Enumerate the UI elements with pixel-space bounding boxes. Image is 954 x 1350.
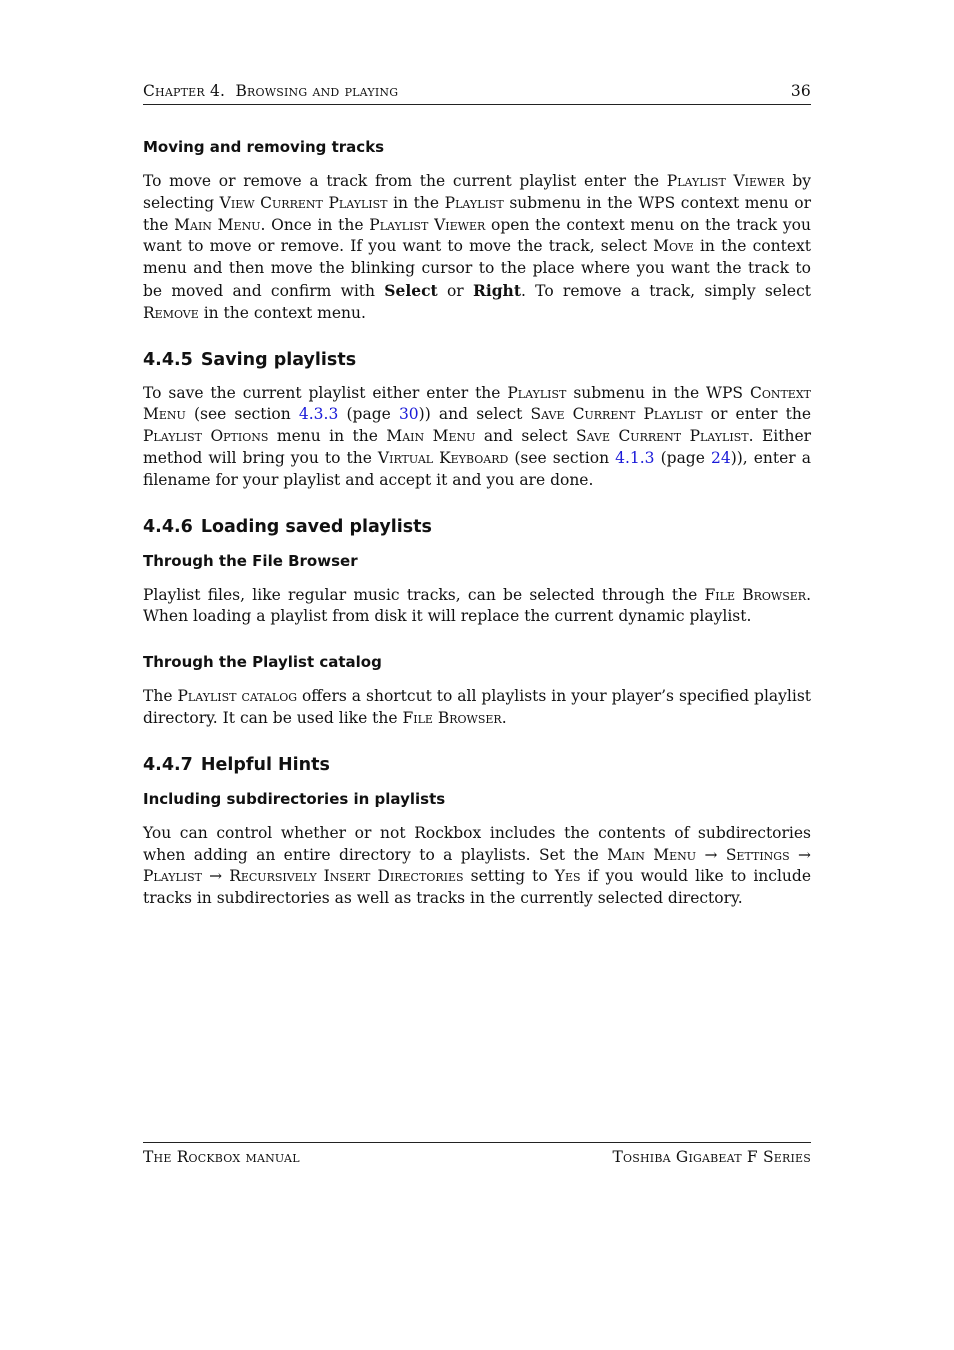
- section-heading-saving-playlists: 4.4.5 Saving playlists: [143, 349, 357, 370]
- link-section-4-1-3[interactable]: 4.1.3: [615, 448, 655, 467]
- document-page: [143, 0, 811, 1350]
- paragraph-moving-tracks: To move or remove a track from the current playlist enter the Playlist Viewer by selecting View Current Playlist in the Playlist submenu in the WPS context menu or the Main Menu. Once in the Playlist Viewer open the context menu on the track you want to move or remove. If you want to move the track, select Move in the context menu and then move the blinking cursor to the place where you want the track to be moved and confirm with Select or Right. To remove a track, simply select Remove in the context menu.: [143, 172, 812, 322]
- header-chapter: Chapter 4. Browsing and playing: [143, 82, 399, 100]
- footer-manual-title: The Rockbox manual: [143, 1148, 300, 1166]
- menu-ref-playlist-viewer: Playlist Viewer: [666, 172, 785, 190]
- button-ref-select: Select: [384, 280, 438, 300]
- running-footer: [143, 1142, 811, 1166]
- button-ref-right: Right: [472, 280, 521, 300]
- link-section-4-3-3[interactable]: 4.3.3: [298, 405, 339, 424]
- link-page-30[interactable]: 30: [398, 405, 419, 424]
- paragraph-saving-playlists: To save the current playlist either enter the Playlist submenu in the WPS Context Menu (see section 4.3.3 (page 30)) and select Save Current Playlist or enter the Playlist Options menu in the Main Menu and select Save Current Playlist. Either method will bring you to the Virtual Keyboard (see section 4.1.3 (page 24)), enter a filename for your playlist and accept it and you are done.: [143, 383, 812, 489]
- menu-ref-view-current-playlist: View Current Playlist: [219, 193, 388, 212]
- section-heading-loading-playlists: 4.4.6 Loading saved playlists: [143, 516, 432, 537]
- paragraph-subdirectories: You can control whether or not Rockbox includes the contents of subdirectories when adding an entire directory to a playlists. Set the Main Menu → Settings → Playlist → Recursively Insert Directories setting to Yes if you would like to include tracks in subdirectories as well as tracks in the currently selected directory.: [143, 823, 812, 908]
- running-header: [143, 82, 811, 105]
- arrow-icon: →: [202, 867, 230, 886]
- menu-ref-playlist: Playlist: [444, 193, 504, 212]
- menu-ref-playlist-viewer: Playlist Viewer: [369, 215, 486, 234]
- menu-ref-move: Move: [653, 237, 694, 256]
- heading-file-browser: Through the File Browser: [143, 551, 358, 570]
- paragraph-playlist-catalog: The Playlist catalog offers a shortcut to all playlists in your player’s specified playlist directory. It can be used like the File Browser.: [143, 687, 812, 727]
- heading-moving-tracks: Moving and removing tracks: [143, 138, 385, 156]
- menu-ref-remove: Remove: [143, 303, 199, 322]
- heading-subdirectories: Including subdirectories in playlists: [143, 789, 446, 808]
- section-heading-helpful-hints: 4.4.7 Helpful Hints: [143, 754, 330, 775]
- paragraph-file-browser: Playlist files, like regular music tracks, can be selected through the File Browser. When loading a playlist from disk it will replace the current dynamic playlist.: [143, 585, 811, 626]
- footer-device-name: Toshiba Gigabeat F Series: [612, 1148, 811, 1166]
- menu-ref-main-menu: Main Menu: [174, 215, 261, 234]
- page-content: [143, 136, 811, 910]
- arrow-icon: →: [789, 845, 811, 864]
- arrow-icon: →: [696, 845, 726, 864]
- page-number: 36: [790, 82, 811, 100]
- heading-playlist-catalog: Through the Playlist catalog: [143, 653, 382, 672]
- link-page-24[interactable]: 24: [710, 448, 731, 467]
